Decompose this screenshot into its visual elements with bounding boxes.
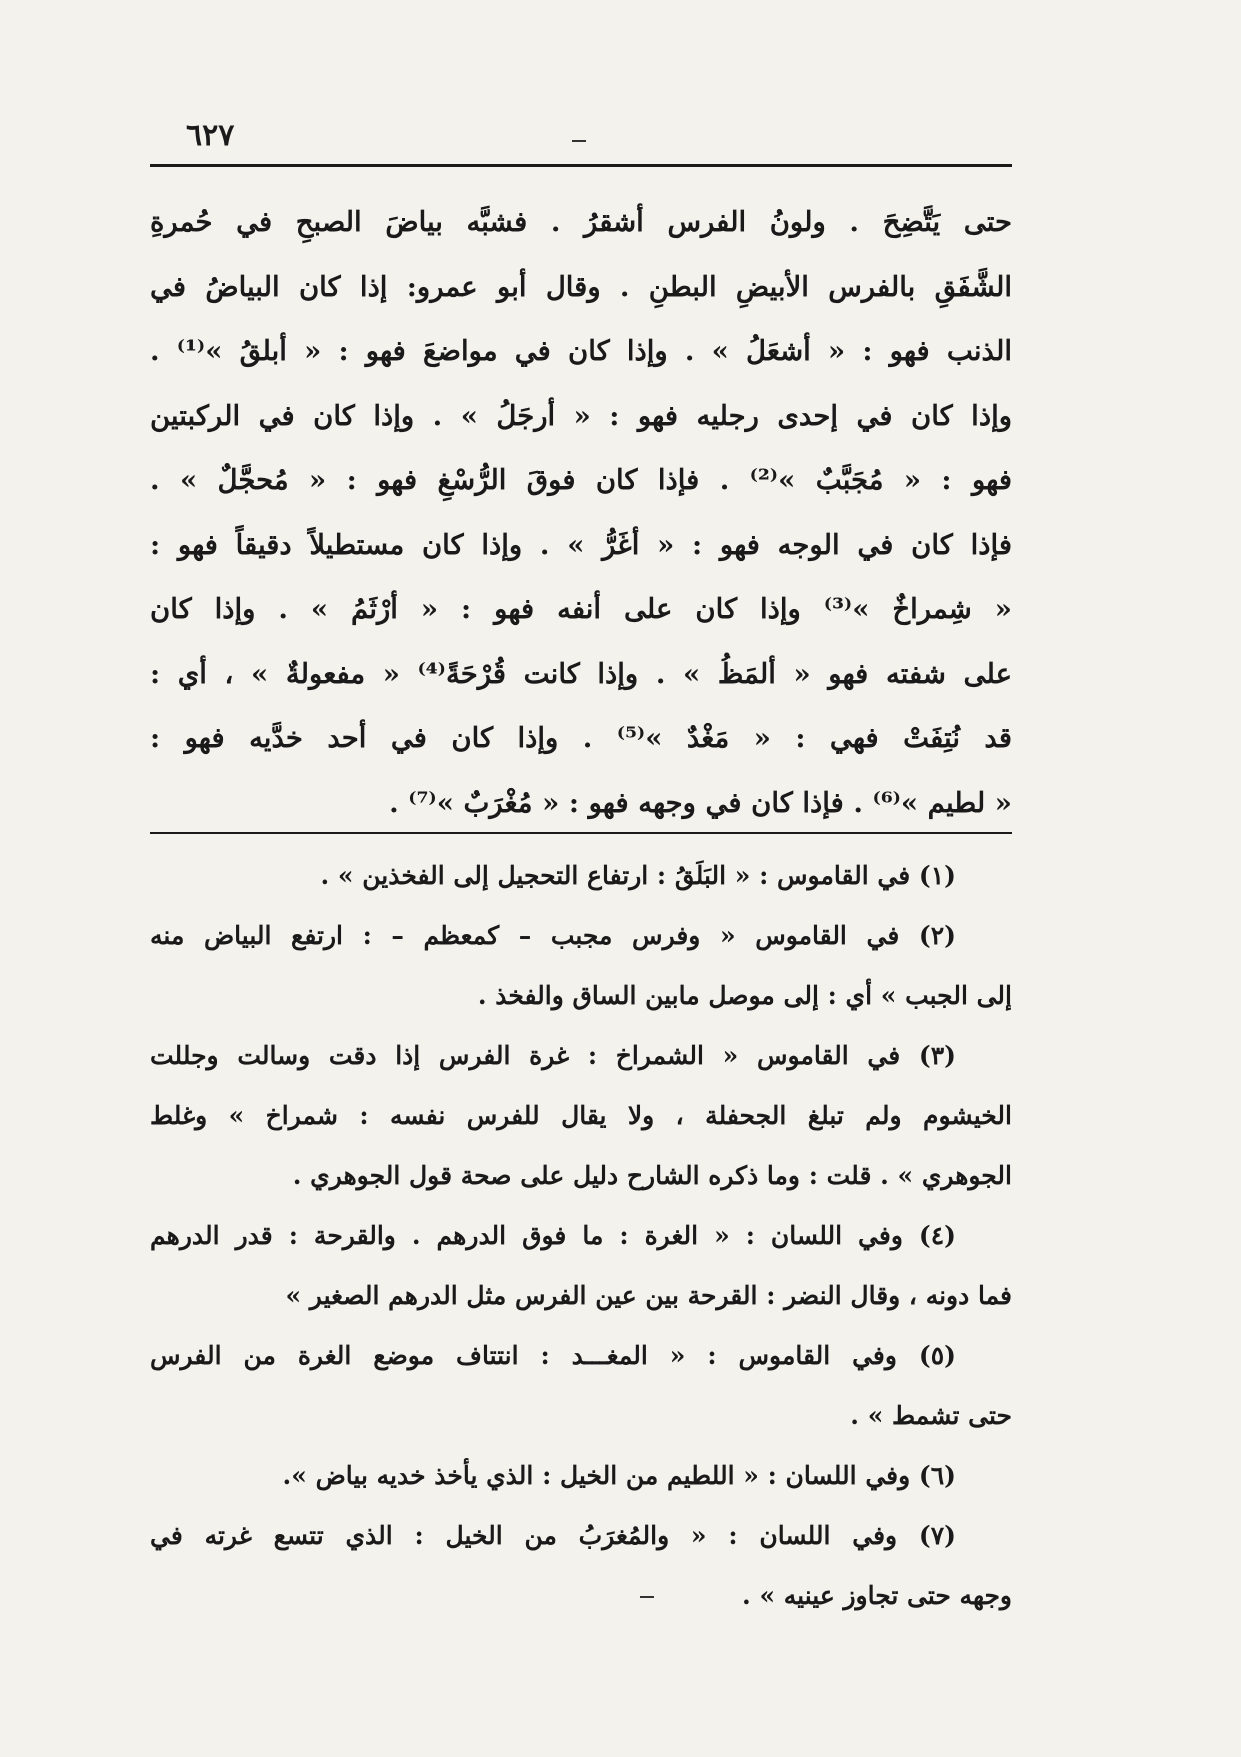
footnote-line: (٦) وفي اللسان : « اللطيم من الخيل : الذي يأخذ خديه بياض ».	[282, 1461, 956, 1490]
footnote-line: (٣) في القاموس « الشمراخ : غرة الفرس إذا دقت وسالت وجللت	[150, 1041, 956, 1070]
text-line: الشَّفَقِ بالفرس الأبيضِ البطنِ . وقال أبو عمرو: إذا كان البياضُ في	[150, 270, 1012, 303]
footnote-line: الجوهري » . قلت : وما ذكره الشارح دليل على صحة قول الجوهري .	[292, 1161, 1012, 1190]
text-line: فإذا كان في الوجه فهو : « أغَرُّ » . وإذا كان مستطيلاً دقيقاً فهو :	[150, 528, 1012, 561]
footnote-line: إلى الجبب » أي : إلى موصل مابين الساق والفخذ .	[477, 981, 1012, 1010]
footnote-3	[150, 1026, 1012, 1206]
text-line: على شفته فهو « ألمَظُ » . وإذا كانت قُرْحَةً⁽⁴⁾ « مفعولةٌ » ، أي :	[150, 657, 1012, 690]
footnote-line: وجهه حتى تجاوز عينيه » .	[742, 1581, 1012, 1610]
text-line: حتى يَتَّضِحَ . ولونُ الفرس أشقرُ . فشبَّه بياضَ الصبحِ في حُمرةِ	[150, 206, 1012, 238]
footnote-line: (٢) في القاموس « وفرس مجبب – كمعظم – : ارتفع البياض منه	[150, 921, 956, 950]
footnote-line: (٥) وفي القاموس : « المغـــد : انتتاف موضع الغرة من الفرس	[150, 1341, 956, 1370]
footnote-separator	[150, 832, 1012, 834]
text-line: وإذا كان في إحدى رجليه فهو : « أرجَلُ » . وإذا كان في الركبتين	[150, 399, 1012, 432]
footnote-line: الخيشوم ولم تبلغ الجحفلة ، ولا يقال للفرس نفسه : شمراخ » وغلط	[150, 1101, 1012, 1130]
footnote-line: (٤) وفي اللسان : « الغرة : ما فوق الدرهم . والقرحة : قدر الدرهم	[150, 1221, 956, 1250]
text-line: فهو : « مُجَبَّبٌ »⁽²⁾ . فإذا كان فوقَ الرُّسْغِ فهو : « مُحجَّلٌ » .	[150, 464, 1012, 496]
text-line: « شِمراخٌ »⁽³⁾ وإذا كان على أنفه فهو : « أرْثَمُ » . وإذا كان	[150, 593, 1012, 625]
main-text	[150, 190, 1012, 835]
footnote-line: فما دونه ، وقال النضر : القرحة بين عين الفرس مثل الدرهم الصغير »	[285, 1281, 1012, 1310]
footnote-1	[150, 846, 1012, 906]
text-line: الذنب فهو : « أشعَلُ » . وإذا كان في مواضعَ فهو : « أبلقُ »⁽¹⁾ .	[150, 335, 1012, 367]
text-line: قد نُتِفَتْ فهي : « مَغْدٌ »⁽⁵⁾ . وإذا كان في أحد خدَّيه فهو :	[150, 722, 1012, 754]
footnote-4	[150, 1206, 1012, 1326]
footnote-6	[150, 1446, 1012, 1506]
text-line: « لطيم »⁽⁶⁾ . فإذا كان في وجهه فهو : « مُغْرَبٌ »⁽⁷⁾ .	[389, 786, 1012, 819]
header-rule	[150, 164, 1012, 167]
print-mark-bottom	[640, 1596, 654, 1598]
page-number: ٦٢٧	[186, 118, 235, 153]
footnote-line: (٧) وفي اللسان : « والمُغرَبُ من الخيل : الذي تتسع غرته في	[150, 1521, 956, 1550]
print-mark-top	[572, 140, 586, 142]
footnote-line: (١) في القاموس : « البَلَقُ : ارتفاع التحجيل إلى الفخذين » .	[320, 861, 956, 890]
footnote-7	[150, 1506, 1012, 1626]
footnote-2	[150, 906, 1012, 1026]
footnote-5	[150, 1326, 1012, 1446]
footnote-line: حتى تشمط » .	[850, 1401, 1012, 1430]
footnotes	[150, 846, 1012, 1626]
